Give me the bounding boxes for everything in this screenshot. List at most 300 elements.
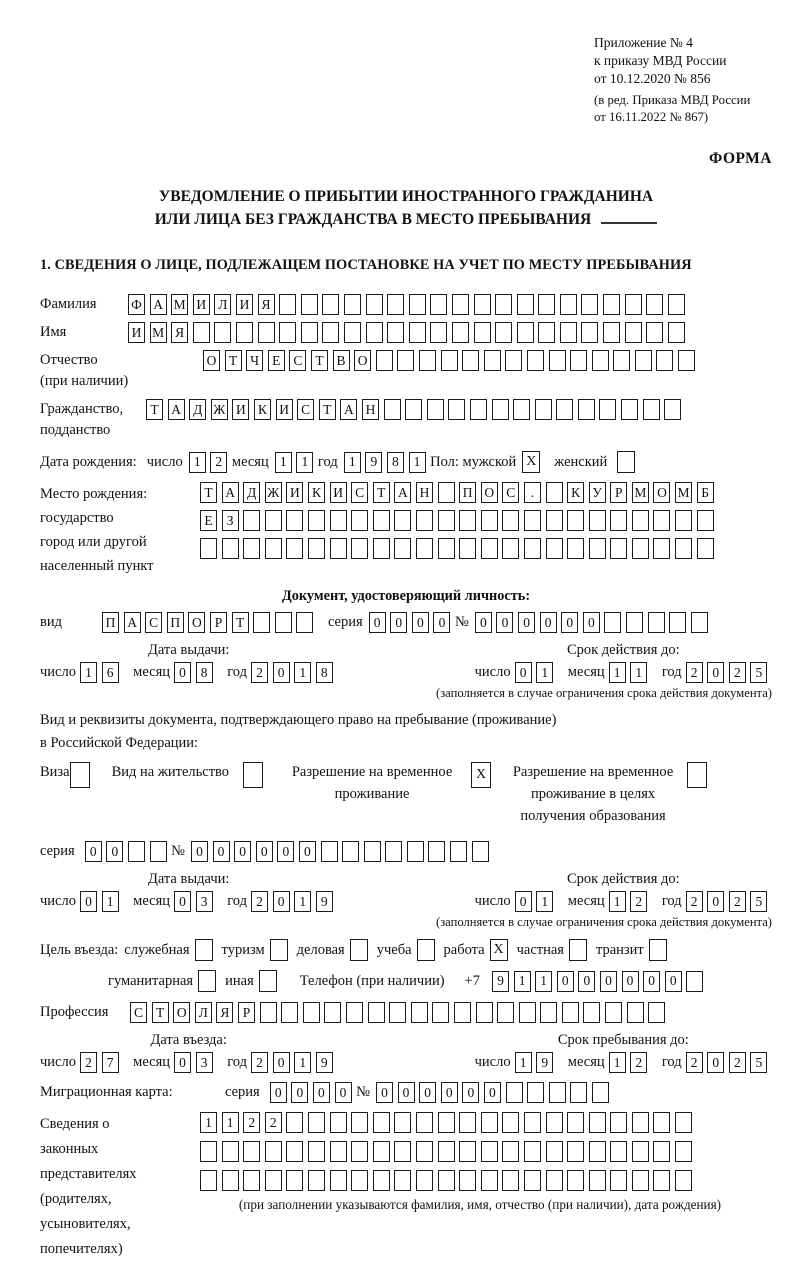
- char-box: [502, 1141, 519, 1162]
- char-box: [411, 1002, 428, 1023]
- char-box: [610, 1141, 627, 1162]
- year-label: год: [661, 893, 682, 910]
- char-box: [409, 322, 426, 343]
- char-box: [373, 510, 390, 531]
- char-box: [556, 399, 573, 420]
- char-box: [222, 1141, 239, 1162]
- char-box: Т: [373, 482, 390, 503]
- char-box: 9: [536, 1052, 553, 1073]
- char-box: [409, 294, 426, 315]
- char-box: [430, 322, 447, 343]
- char-box: [567, 510, 584, 531]
- char-box: [603, 322, 620, 343]
- phone-prefix: +7: [464, 972, 480, 989]
- char-box: [560, 294, 577, 315]
- char-box: 0: [419, 1082, 436, 1103]
- stay-doc-seriya-row: [40, 841, 772, 862]
- char-box: [405, 399, 422, 420]
- char-box: 0: [496, 612, 513, 633]
- char-box: [626, 612, 643, 633]
- option-residence-permit-checkbox: [243, 762, 263, 788]
- char-box: С: [145, 612, 162, 633]
- char-box: [538, 294, 555, 315]
- char-box: [505, 350, 522, 371]
- id-valid-month: [609, 662, 652, 683]
- char-box: [243, 1141, 260, 1162]
- char-box: 1: [344, 452, 361, 473]
- char-box: Р: [610, 482, 627, 503]
- char-box: 2: [251, 891, 268, 912]
- id-doc-seriya-label: серия: [327, 614, 363, 631]
- char-box: [621, 399, 638, 420]
- char-box: 0: [80, 891, 97, 912]
- day-label: число: [474, 664, 511, 681]
- char-box: М: [171, 294, 188, 315]
- char-box: [686, 971, 703, 992]
- birthplace-label-line: Место рождения:: [40, 486, 148, 503]
- migration-num-label: №: [356, 1084, 370, 1101]
- birth-month-boxes: [275, 452, 318, 473]
- char-box: Д: [243, 482, 260, 503]
- stay-doc-seriya-label: серия: [40, 843, 75, 860]
- purpose-tourism-checkbox: [270, 939, 288, 961]
- representatives-label-line: Сведения о: [40, 1116, 110, 1133]
- purpose-transit-checkbox: [649, 939, 667, 961]
- char-box: [452, 294, 469, 315]
- char-box: [570, 1082, 587, 1103]
- stay-doc-restriction-note: (заполняется в случае ограничения срока действия документа): [436, 915, 772, 930]
- char-box: 0: [299, 841, 316, 862]
- char-box: 1: [200, 1112, 217, 1133]
- char-box: [549, 1082, 566, 1103]
- char-box: [472, 841, 489, 862]
- phone-label: Телефон (при наличии): [299, 972, 445, 989]
- entry-day: [80, 1052, 123, 1073]
- patronymic-label-line2: (при наличии): [40, 373, 129, 390]
- char-box: [678, 350, 695, 371]
- migration-card-label: Миграционная карта:: [40, 1084, 173, 1101]
- char-box: А: [340, 399, 357, 420]
- char-box: [481, 1112, 498, 1133]
- char-box: [416, 1170, 433, 1191]
- char-box: М: [150, 322, 167, 343]
- char-box: [459, 1170, 476, 1191]
- char-box: 1: [609, 1052, 626, 1073]
- id-doc-kind-label: вид: [40, 614, 62, 631]
- char-box: 1: [515, 1052, 532, 1073]
- char-box: [691, 612, 708, 633]
- char-box: [653, 1141, 670, 1162]
- purpose-label: Цель въезда:: [40, 941, 119, 958]
- month-label: месяц: [231, 453, 269, 470]
- char-box: [610, 510, 627, 531]
- char-box: 0: [557, 971, 574, 992]
- char-box: 2: [265, 1112, 282, 1133]
- char-box: [669, 612, 686, 633]
- char-box: 0: [462, 1082, 479, 1103]
- char-box: [589, 538, 606, 559]
- char-box: [428, 841, 445, 862]
- month-label: месяц: [133, 893, 171, 910]
- char-box: Р: [210, 612, 227, 633]
- purpose-humanitarian-checkbox: [198, 970, 216, 992]
- char-box: Я: [258, 294, 275, 315]
- char-box: [346, 1002, 363, 1023]
- char-box: [502, 1170, 519, 1191]
- char-box: 2: [251, 1052, 268, 1073]
- char-box: У: [589, 482, 606, 503]
- citizenship-label: [40, 399, 146, 441]
- char-box: [193, 322, 210, 343]
- id-doc-num-label: №: [455, 614, 469, 631]
- char-box: 0: [174, 662, 191, 683]
- purpose-work-checkbox: X: [490, 939, 508, 961]
- char-box: 1: [535, 971, 552, 992]
- day-label: число: [40, 1054, 76, 1071]
- char-box: Т: [225, 350, 242, 371]
- annex-line: Приложение № 4: [594, 35, 693, 50]
- char-box: [502, 510, 519, 531]
- char-box: 0: [515, 662, 532, 683]
- char-box: [470, 399, 487, 420]
- profession-label: Профессия: [40, 1004, 109, 1021]
- char-box: [481, 510, 498, 531]
- char-box: О: [354, 350, 371, 371]
- char-box: .: [524, 482, 541, 503]
- char-box: [394, 510, 411, 531]
- sex-male-checkbox: X: [522, 451, 540, 473]
- char-box: 0: [376, 1082, 393, 1103]
- char-box: 5: [750, 1052, 767, 1073]
- char-box: [286, 510, 303, 531]
- until-date-line: [475, 1052, 772, 1073]
- char-box: [502, 1112, 519, 1133]
- char-box: [524, 1141, 541, 1162]
- char-box: 0: [643, 971, 660, 992]
- char-box: [330, 1112, 347, 1133]
- char-box: [546, 1112, 563, 1133]
- char-box: 2: [251, 662, 268, 683]
- char-box: О: [481, 482, 498, 503]
- birthplace-label-line: государство: [40, 510, 114, 527]
- month-label: месяц: [567, 664, 605, 681]
- representatives-block: [40, 1112, 772, 1262]
- char-box: [321, 841, 338, 862]
- char-box: [430, 294, 447, 315]
- char-box: [366, 322, 383, 343]
- phone-boxes: [492, 971, 708, 992]
- char-box: [562, 1002, 579, 1023]
- char-box: А: [150, 294, 167, 315]
- option-visa-checkbox: [70, 762, 90, 788]
- patronymic-boxes: [203, 350, 700, 371]
- title-line2-text: ИЛИ ЛИЦА БЕЗ ГРАЖДАНСТВА В МЕСТО ПРЕБЫВАНИЯ: [154, 210, 592, 228]
- day-label: число: [40, 893, 76, 910]
- char-box: [646, 322, 663, 343]
- char-box: [632, 1112, 649, 1133]
- char-box: С: [130, 1002, 147, 1023]
- char-box: Б: [697, 482, 714, 503]
- year-label: год: [661, 1054, 682, 1071]
- char-box: [592, 350, 609, 371]
- char-box: [459, 510, 476, 531]
- char-box: К: [254, 399, 271, 420]
- char-box: А: [394, 482, 411, 503]
- entry-date-col: [40, 1032, 337, 1073]
- char-box: 1: [630, 662, 647, 683]
- option-visa: [40, 762, 90, 788]
- profession-boxes: [130, 1002, 670, 1023]
- char-box: [351, 1170, 368, 1191]
- char-box: [664, 399, 681, 420]
- id-valid-year: [686, 662, 772, 683]
- char-box: [495, 294, 512, 315]
- entry-month: [174, 1052, 217, 1073]
- id-doc-restriction-note: (заполняется в случае ограничения срока действия документа): [436, 686, 772, 701]
- char-box: 0: [600, 971, 617, 992]
- birthdate-row: [40, 451, 772, 473]
- char-box: 0: [291, 1082, 308, 1103]
- char-box: [599, 399, 616, 420]
- char-box: [330, 510, 347, 531]
- char-box: [517, 322, 534, 343]
- migration-seriya-label: серия: [225, 1084, 260, 1101]
- purpose-study: [377, 939, 435, 961]
- char-box: [668, 294, 685, 315]
- annex-header: [594, 34, 772, 126]
- char-box: И: [330, 482, 347, 503]
- birthplace-label: [40, 482, 200, 578]
- char-box: 1: [294, 891, 311, 912]
- char-box: [389, 1002, 406, 1023]
- char-box: [279, 322, 296, 343]
- char-box: [308, 538, 325, 559]
- char-box: 5: [750, 662, 767, 683]
- char-box: [653, 1170, 670, 1191]
- char-box: 0: [273, 662, 290, 683]
- char-box: [635, 350, 652, 371]
- id-doc-issue-label: Дата выдачи:: [147, 642, 230, 659]
- char-box: К: [308, 482, 325, 503]
- birth-day-boxes: [189, 452, 232, 473]
- char-box: [497, 1002, 514, 1023]
- char-box: С: [502, 482, 519, 503]
- char-box: [243, 1170, 260, 1191]
- char-box: В: [333, 350, 350, 371]
- char-box: 2: [729, 662, 746, 683]
- profession-row: [40, 1002, 772, 1023]
- char-box: [697, 510, 714, 531]
- section1-heading: 1. СВЕДЕНИЯ О ЛИЦЕ, ПОДЛЕЖАЩЕМ ПОСТАНОВКЕ НА УЧЕТ ПО МЕСТУ ПРЕБЫВАНИЯ: [40, 257, 692, 274]
- char-box: [519, 1002, 536, 1023]
- char-box: [265, 1141, 282, 1162]
- char-box: [513, 399, 530, 420]
- char-box: Т: [200, 482, 217, 503]
- annex-line: от 10.12.2020 № 856: [594, 70, 711, 86]
- char-box: [373, 1170, 390, 1191]
- option-temp-residence-label: Разрешение на временное проживание: [291, 764, 453, 802]
- id-doc-issue-col: [40, 642, 337, 683]
- char-box: [627, 1002, 644, 1023]
- char-box: Ф: [128, 294, 145, 315]
- sex-female-checkbox: [617, 451, 635, 473]
- char-box: [438, 482, 455, 503]
- char-box: [286, 1112, 303, 1133]
- char-box: И: [286, 482, 303, 503]
- purpose-tourism: [222, 939, 288, 961]
- option-temp-residence-checkbox: X: [471, 762, 491, 788]
- stay-doc-issue-label: Дата выдачи:: [147, 871, 230, 888]
- month-label: месяц: [567, 893, 605, 910]
- char-box: [462, 350, 479, 371]
- until-year: [686, 1052, 772, 1073]
- entry-dates: [40, 1032, 772, 1073]
- char-box: 0: [106, 841, 123, 862]
- char-box: Р: [238, 1002, 255, 1023]
- char-box: [397, 350, 414, 371]
- until-day: [515, 1052, 558, 1073]
- representatives-note: (при заполнении указываются фамилия, имя, отчество (при наличии), дата рождения): [238, 1197, 722, 1213]
- char-box: 1: [294, 662, 311, 683]
- char-box: 0: [273, 891, 290, 912]
- char-box: [549, 350, 566, 371]
- representatives-label-line: попечителях): [40, 1241, 123, 1258]
- birthplace-label-line: населенный пункт: [40, 558, 154, 575]
- char-box: 7: [102, 1052, 119, 1073]
- char-box: Е: [268, 350, 285, 371]
- option-temp-residence-education-checkbox: [687, 762, 707, 788]
- char-box: [438, 510, 455, 531]
- char-box: 0: [518, 612, 535, 633]
- char-box: [387, 294, 404, 315]
- stay-doc-valid-label: Срок действия до:: [566, 871, 680, 888]
- char-box: 0: [335, 1082, 352, 1103]
- char-box: [546, 482, 563, 503]
- char-box: 0: [665, 971, 682, 992]
- id-issue-month: [174, 662, 217, 683]
- char-box: О: [173, 1002, 190, 1023]
- char-box: [265, 510, 282, 531]
- purpose-official-checkbox: [195, 939, 213, 961]
- char-box: [546, 1170, 563, 1191]
- char-box: [279, 294, 296, 315]
- char-box: [128, 841, 145, 862]
- purpose-tourism-label: туризм: [221, 941, 265, 958]
- char-box: 0: [390, 612, 407, 633]
- char-box: [366, 294, 383, 315]
- char-box: [632, 538, 649, 559]
- char-box: [243, 510, 260, 531]
- birthplace-row3-boxes: [200, 538, 718, 559]
- char-box: [416, 1141, 433, 1162]
- char-box: 2: [243, 1112, 260, 1133]
- char-box: 2: [630, 891, 647, 912]
- char-box: [438, 1170, 455, 1191]
- title-underline: [601, 210, 657, 224]
- char-box: 0: [561, 612, 578, 633]
- char-box: [567, 1112, 584, 1133]
- id-doc-kind-boxes: [102, 612, 318, 633]
- char-box: 9: [316, 1052, 333, 1073]
- year-label: год: [227, 1054, 247, 1071]
- char-box: [459, 538, 476, 559]
- char-box: [517, 294, 534, 315]
- char-box: [448, 399, 465, 420]
- char-box: [419, 350, 436, 371]
- char-box: [581, 322, 598, 343]
- char-box: Т: [319, 399, 336, 420]
- id-doc-heading: Документ, удостоверяющий личность:: [281, 588, 531, 605]
- char-box: [535, 399, 552, 420]
- char-box: 2: [630, 1052, 647, 1073]
- char-box: 0: [234, 841, 251, 862]
- id-doc-valid-line: [475, 662, 772, 683]
- char-box: 1: [80, 662, 97, 683]
- sex-female-label: женский: [554, 453, 608, 470]
- char-box: 0: [412, 612, 429, 633]
- char-box: [567, 538, 584, 559]
- char-box: И: [276, 399, 293, 420]
- purpose-private-checkbox: [569, 939, 587, 961]
- id-doc-valid-col: [475, 642, 772, 683]
- char-box: [578, 399, 595, 420]
- char-box: [474, 294, 491, 315]
- stay-doc-valid-line: [475, 891, 772, 912]
- char-box: [322, 294, 339, 315]
- char-box: [200, 538, 217, 559]
- day-label: число: [40, 664, 76, 681]
- char-box: [438, 1112, 455, 1133]
- char-box: 0: [270, 1082, 287, 1103]
- char-box: С: [297, 399, 314, 420]
- char-box: [416, 510, 433, 531]
- stay-valid-day: [515, 891, 558, 912]
- char-box: [301, 294, 318, 315]
- char-box: [308, 1170, 325, 1191]
- char-box: И: [232, 399, 249, 420]
- char-box: [243, 538, 260, 559]
- char-box: [474, 322, 491, 343]
- char-box: [308, 1112, 325, 1133]
- purpose-study-label: учеба: [376, 941, 412, 958]
- until-month: [609, 1052, 652, 1073]
- char-box: 0: [707, 662, 724, 683]
- char-box: [450, 841, 467, 862]
- char-box: О: [653, 482, 670, 503]
- char-box: 0: [583, 612, 600, 633]
- purpose-official-label: служебная: [124, 941, 190, 958]
- char-box: 0: [515, 891, 532, 912]
- char-box: 0: [85, 841, 102, 862]
- citizenship-label-line1: Гражданство,: [40, 401, 124, 418]
- char-box: [604, 612, 621, 633]
- char-box: 2: [686, 891, 703, 912]
- char-box: [200, 1170, 217, 1191]
- char-box: [394, 1170, 411, 1191]
- char-box: 2: [80, 1052, 97, 1073]
- char-box: [438, 538, 455, 559]
- char-box: Ч: [246, 350, 263, 371]
- char-box: [589, 1112, 606, 1133]
- char-box: [351, 510, 368, 531]
- char-box: [610, 1170, 627, 1191]
- char-box: [546, 1141, 563, 1162]
- char-box: [286, 538, 303, 559]
- char-box: [546, 510, 563, 531]
- char-box: [459, 1141, 476, 1162]
- char-box: [452, 322, 469, 343]
- char-box: 0: [622, 971, 639, 992]
